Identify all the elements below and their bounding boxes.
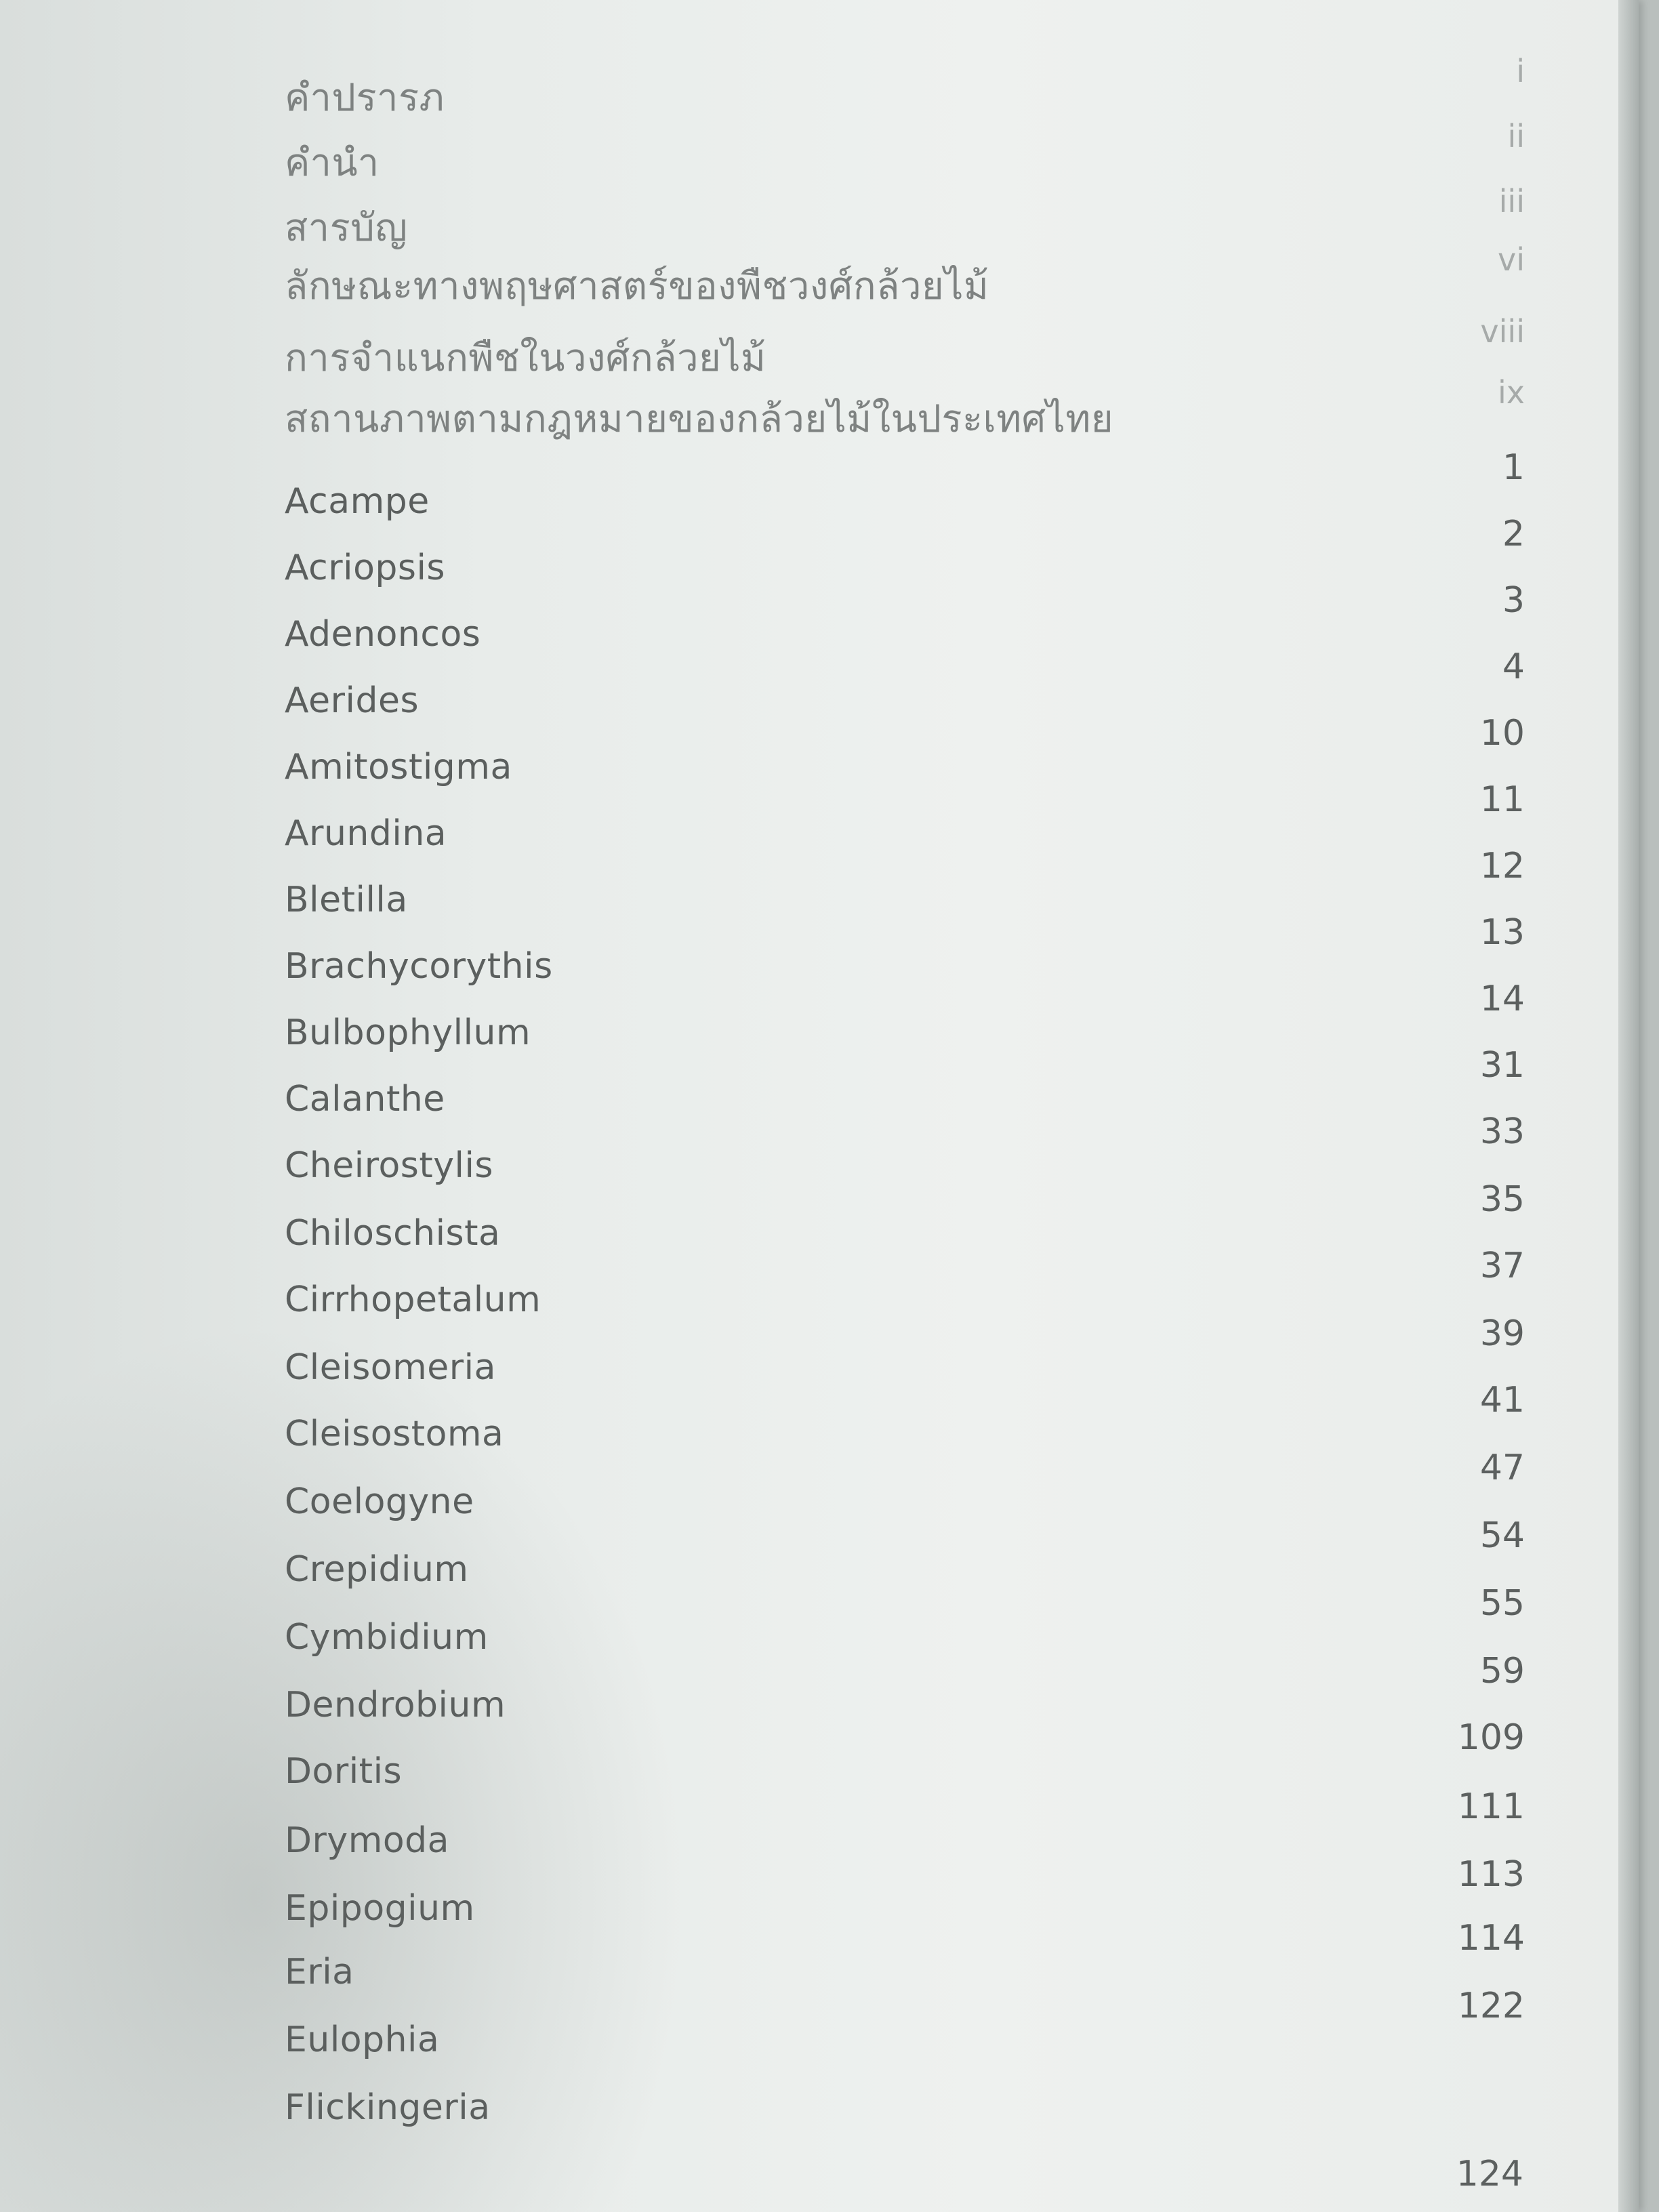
toc-entry-page: 33	[1479, 1111, 1525, 1152]
toc-entry-page: 3	[1502, 580, 1525, 621]
toc-entry-title: Adenoncos	[285, 614, 481, 655]
toc-entry-page: 2	[1502, 514, 1525, 554]
toc-entry-page: 109	[1457, 1717, 1525, 1758]
toc-entry-title: Dendrobium	[285, 1685, 506, 1725]
toc-entry-title: Cirrhopetalum	[285, 1279, 541, 1320]
toc-entry	[285, 647, 1525, 728]
toc-entry	[285, 241, 1525, 323]
toc-entry-title: Drymoda	[285, 1820, 450, 1861]
toc-entry-page: 14	[1479, 979, 1525, 1019]
toc-entry-page: 1	[1502, 447, 1525, 488]
toc-entry-title: คำปรารภ	[285, 76, 445, 120]
toc-entry-page: 13	[1479, 912, 1525, 953]
toc-entry-title: การจำแนกพืชในวงศ์กล้วยไม้	[285, 336, 766, 380]
toc-entry-title: Arundina	[285, 813, 447, 854]
toc-entry-title: Chiloschista	[285, 1213, 501, 1254]
toc-entry-page: 47	[1479, 1448, 1525, 1488]
toc-entry-page: 31	[1479, 1045, 1525, 1086]
toc-entry	[285, 1515, 1525, 1597]
toc-entry	[285, 1111, 1525, 1193]
toc-entry-title: Epipogium	[285, 1888, 475, 1929]
toc-entry	[285, 118, 1525, 199]
toc-entry-page: 124	[1456, 2154, 1523, 2194]
toc-entry-page: viii	[1480, 313, 1525, 350]
toc-entry	[285, 1854, 1525, 1936]
toc-entry-title: Eria	[285, 1952, 354, 1992]
toc-entry	[285, 846, 1525, 927]
toc-entry-title: สถานภาพตามกฎหมายของกล้วยไม้ในประเทศไทย	[285, 397, 1114, 441]
toc-entry-page: 35	[1479, 1179, 1525, 1220]
toc-entry	[285, 2068, 1525, 2135]
toc-entry	[285, 1179, 1525, 1261]
toc-entry	[285, 713, 1525, 794]
toc-entry-title: Cleisostoma	[285, 1414, 504, 1454]
toc-entry-page: iii	[1498, 183, 1525, 220]
toc-entry-page: 113	[1457, 1854, 1525, 1895]
toc-entry	[285, 1583, 1525, 1664]
toc-entry-page: 39	[1479, 1313, 1525, 1354]
toc-entry-page: 11	[1479, 779, 1525, 820]
toc-entry	[285, 313, 1525, 394]
toc-entry	[285, 447, 1525, 529]
toc-entry	[285, 514, 1525, 595]
toc-entry-page: 4	[1502, 647, 1525, 687]
toc-entry-title: Eulophia	[285, 2020, 440, 2060]
toc-entry	[285, 183, 1525, 264]
toc-entry	[285, 53, 1525, 134]
toc-entry-title: ลักษณะทางพฤษศาสตร์ของพืชวงศ์กล้วยไม้	[285, 264, 989, 308]
toc-entry	[285, 1651, 1525, 1732]
toc-entry-page: 59	[1479, 1651, 1525, 1692]
toc-entry	[285, 779, 1525, 861]
toc-entry-title: Coelogyne	[285, 1481, 474, 1522]
toc-entry	[285, 979, 1525, 1060]
toc-entry	[285, 1246, 1525, 1327]
toc-entry-page: ix	[1497, 374, 1525, 411]
toc-entry-title: Amitostigma	[285, 747, 512, 787]
toc-entry-title: Acampe	[285, 481, 430, 522]
toc-entry-title: Cymbidium	[285, 1617, 489, 1658]
toc-entry-title: Bletilla	[285, 880, 408, 920]
toc-entry-page: vi	[1497, 241, 1525, 278]
toc-entry	[285, 1986, 1525, 2067]
toc-entry-title: Acriopsis	[285, 548, 446, 588]
toc-entry	[285, 580, 1525, 661]
toc-entry	[285, 1786, 1525, 1868]
toc-entry-page: 12	[1479, 846, 1525, 886]
toc-entry-title: Crepidium	[285, 1549, 469, 1590]
toc-entry-page: 41	[1479, 1380, 1525, 1420]
toc-entry-page: 55	[1479, 1583, 1525, 1624]
toc-entry-page: i	[1516, 53, 1525, 89]
toc-entry-page: 37	[1479, 1246, 1525, 1286]
toc-entry-page: 10	[1479, 713, 1525, 754]
toc-entry-page: 54	[1479, 1515, 1525, 1556]
toc-entry	[285, 1918, 1525, 1999]
toc-entry-page: ii	[1507, 118, 1525, 155]
toc-entry-title: สารบัญ	[285, 206, 408, 250]
toc-entry-title: Cheirostylis	[285, 1145, 493, 1186]
toc-entry	[285, 1045, 1525, 1126]
toc-entry-page: 111	[1457, 1786, 1525, 1827]
toc-entry	[285, 1380, 1525, 1461]
toc-entry-title: Doritis	[285, 1751, 403, 1792]
toc-entry	[285, 1448, 1525, 1529]
toc-entry	[285, 374, 1525, 455]
toc-entry	[285, 1717, 1525, 1799]
toc-entry-title: คำนำ	[285, 141, 380, 185]
toc-entry-page: 122	[1457, 1986, 1525, 2026]
toc-entry	[285, 912, 1525, 994]
toc-entry-page: 114	[1457, 1918, 1525, 1959]
toc-entry-title: Aerides	[285, 680, 419, 721]
toc-entry-title: Cleisomeria	[285, 1347, 496, 1388]
toc-entry-title: Bulbophyllum	[285, 1012, 531, 1053]
toc-entry-title: Flickingeria	[285, 2087, 491, 2128]
toc-entry-title: Calanthe	[285, 1079, 445, 1120]
toc-entry-title: Brachycorythis	[285, 946, 553, 987]
toc-entry	[285, 1313, 1525, 1395]
